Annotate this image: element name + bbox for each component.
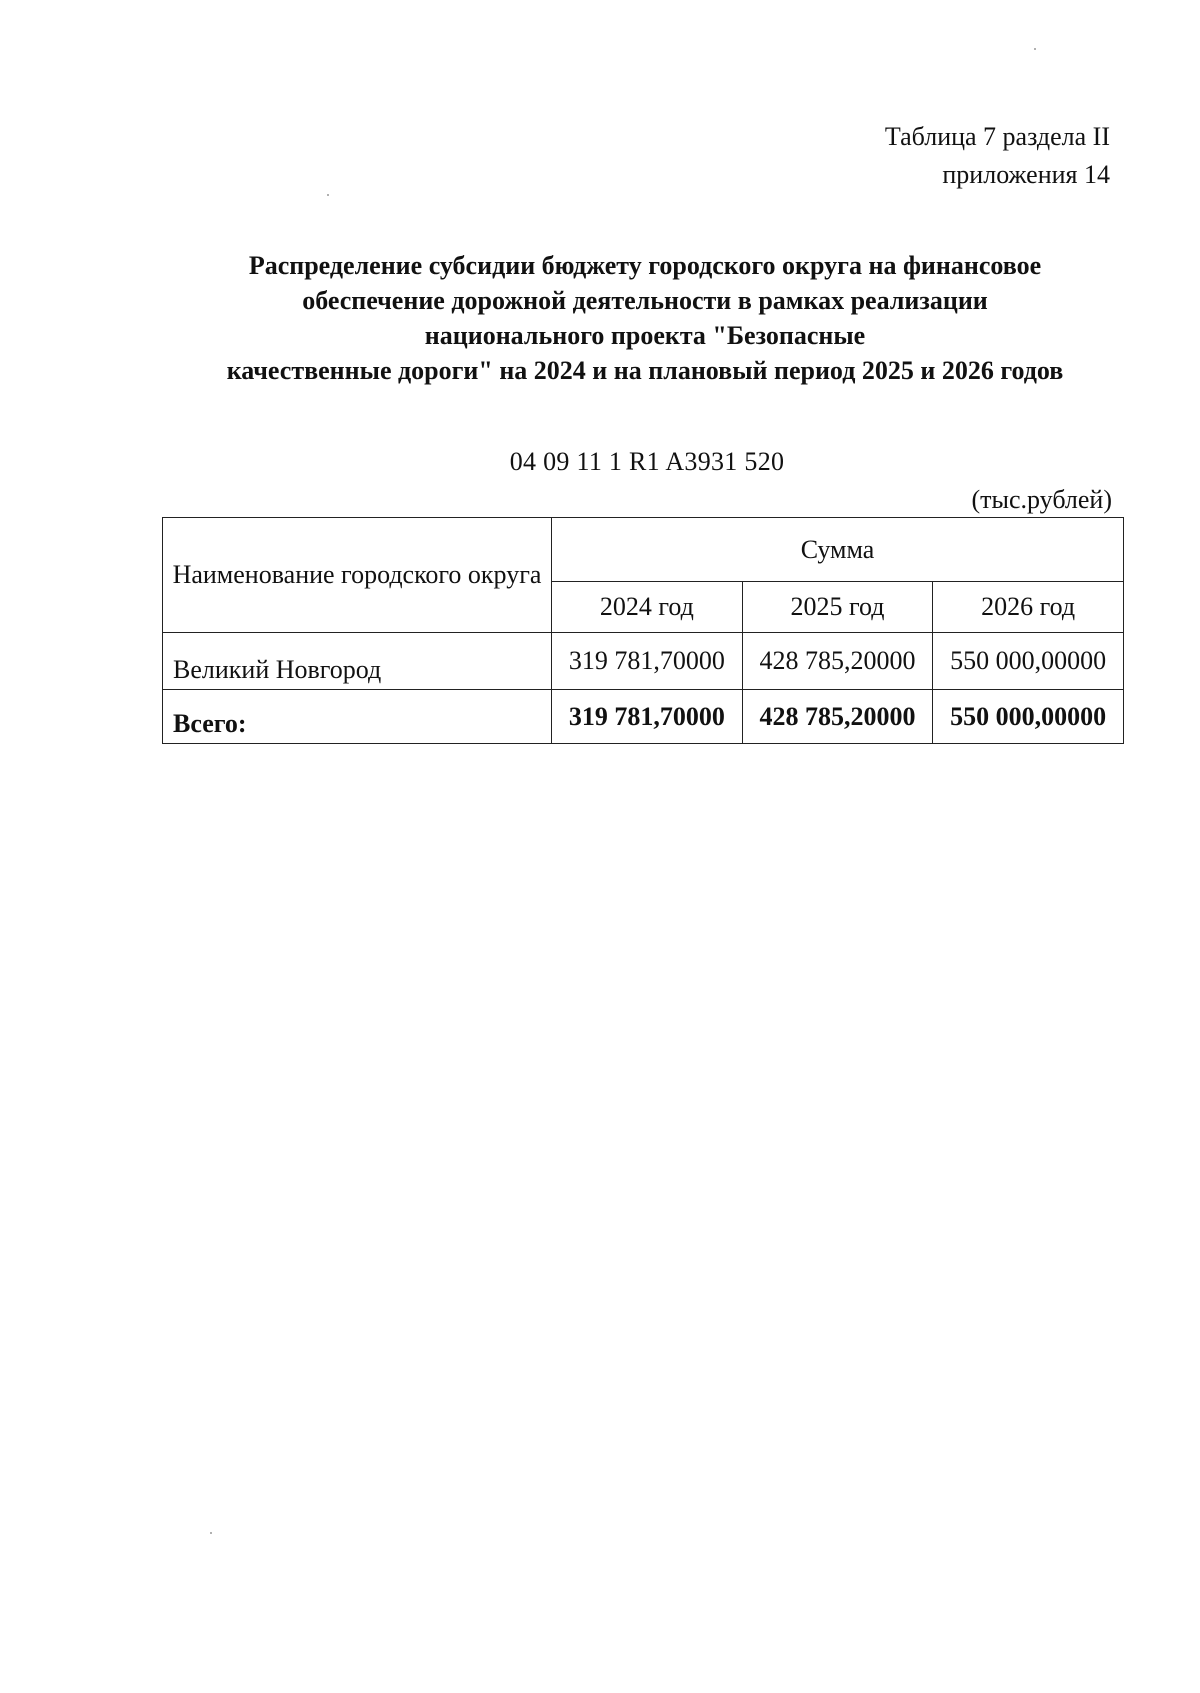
row-value-2025: 428 785,20000 [742, 633, 933, 690]
title-line-3: национального проекта "Безопасные [424, 321, 866, 350]
unit-label: (тыс.рублей) [971, 485, 1112, 514]
title-line-4: качественные дороги" на 2024 и на плановый период 2025 и 2026 годов [226, 356, 1064, 385]
scan-speck [210, 1532, 212, 1534]
year-header-2026: 2026 год [933, 582, 1124, 633]
scan-speck [327, 194, 329, 196]
total-value-2025: 428 785,20000 [742, 690, 933, 744]
budget-classification-code: 04 09 11 1 R1 A3931 520 [509, 447, 785, 476]
total-value-2024: 319 781,70000 [552, 690, 743, 744]
row-value-2026: 550 000,00000 [933, 633, 1124, 690]
table-reference [885, 118, 1110, 194]
table-reference-line-2: приложения 14 [942, 160, 1110, 189]
year-header-2024: 2024 год [552, 582, 743, 633]
scan-speck [1034, 48, 1036, 50]
total-name-cell: Всего: [163, 690, 552, 744]
table-reference-line-1: Таблица 7 раздела II [884, 122, 1110, 151]
table-row [163, 633, 1124, 690]
sum-column-header: Сумма [552, 518, 1124, 582]
title-line-2: обеспечение дорожной деятельности в рамках реализации [302, 286, 988, 315]
title-line-1: Распределение субсидии бюджету городского округа на финансовое [248, 251, 1042, 280]
year-header-2025: 2025 год [742, 582, 933, 633]
row-name-cell: Великий Новгород [163, 633, 552, 690]
subsidy-table [162, 517, 1124, 744]
document-title [150, 248, 1140, 388]
row-value-2024: 319 781,70000 [552, 633, 743, 690]
table-header-row [163, 518, 1124, 582]
total-row [163, 690, 1124, 744]
name-column-header: Наименование городского округа [163, 518, 552, 633]
total-value-2026: 550 000,00000 [933, 690, 1124, 744]
